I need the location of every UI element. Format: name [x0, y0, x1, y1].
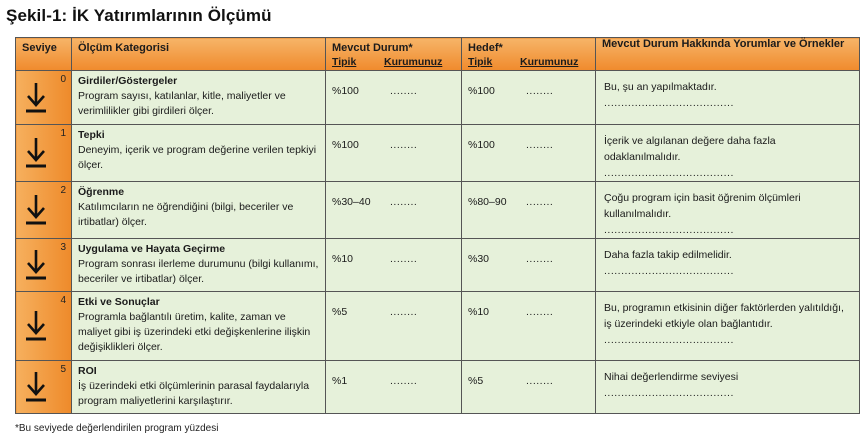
category-cell	[72, 239, 326, 292]
level-cell	[16, 182, 72, 239]
target-typical-value: %100	[468, 85, 495, 97]
target-title: Hedef*	[468, 42, 503, 54]
comment-fill-line: ......................................	[604, 387, 734, 399]
comment-fill-line: ......................................	[604, 224, 734, 236]
category-description: Program sayısı, katılanlar, kitle, maliyetler ve verimlilikler gibi girdileri ölçer.	[78, 90, 286, 117]
target-typical-subheader: Tipik	[468, 56, 493, 68]
down-arrow-to-bar-icon	[24, 193, 48, 227]
target-yours-value: ........	[526, 375, 554, 387]
table-row	[16, 125, 860, 182]
comment-text: Çoğu program için basit öğrenim ölçümleri kullanılmalıdır.	[604, 192, 801, 220]
current-typical-value: %100	[332, 139, 359, 151]
current-status-cell	[326, 125, 462, 182]
current-typical-value: %100	[332, 85, 359, 97]
comment-fill-line: ......................................	[604, 334, 734, 346]
comment-text: İçerik ve algılanan değere daha fazla odaklanılmalıdır.	[604, 135, 776, 163]
comment-text: Nihai değerlendirme seviyesi	[604, 371, 739, 383]
level-number: 1	[60, 128, 66, 139]
target-yours-value: ........	[526, 196, 554, 208]
category-header: Ölçüm Kategorisi	[72, 38, 326, 71]
down-arrow-to-bar-icon	[24, 309, 48, 343]
target-typical-value: %80–90	[468, 196, 507, 208]
comment-cell	[596, 361, 860, 414]
target-cell	[462, 182, 596, 239]
hr-measurement-table	[15, 37, 860, 414]
target-yours-subheader: Kurumunuz	[520, 56, 579, 68]
comment-fill-line: ......................................	[604, 167, 734, 179]
current-yours-value: ........	[390, 253, 418, 265]
comment-fill-line: ......................................	[604, 265, 734, 277]
category-name: Öğrenme	[78, 186, 125, 198]
level-cell	[16, 292, 72, 361]
down-arrow-to-bar-icon	[24, 370, 48, 404]
figure-title: Şekil-1: İK Yatırımlarının Ölçümü	[6, 6, 272, 25]
level-cell	[16, 361, 72, 414]
comment-cell	[596, 182, 860, 239]
table-row	[16, 182, 860, 239]
current-status-cell	[326, 71, 462, 125]
category-name: Tepki	[78, 129, 105, 141]
header-row	[16, 38, 860, 71]
category-description: Program sonrası ilerleme durumunu (bilgi kullanımı, beceriler ve irtibatlar) ölçer.	[78, 258, 319, 285]
down-arrow-to-bar-icon	[24, 81, 48, 115]
target-cell	[462, 361, 596, 414]
current-typical-value: %10	[332, 253, 354, 265]
target-yours-value: ........	[526, 253, 554, 265]
table-row	[16, 292, 860, 361]
current-status-cell	[326, 361, 462, 414]
target-cell	[462, 239, 596, 292]
level-number: 5	[60, 364, 66, 375]
current-typical-value: %1	[332, 375, 348, 387]
current-status-cell	[326, 239, 462, 292]
category-name: ROI	[78, 365, 97, 377]
current-status-cell	[326, 182, 462, 239]
comment-cell	[596, 71, 860, 125]
category-description: Programla bağlantılı üretim, kalite, zaman ve maliyet gibi iş üzerindeki etki değişkenlerine ilişkin değişiklikleri ölçer.	[78, 311, 311, 353]
current-status-cell	[326, 292, 462, 361]
category-cell	[72, 125, 326, 182]
down-arrow-to-bar-icon	[24, 136, 48, 170]
category-name: Uygulama ve Hayata Geçirme	[78, 243, 226, 255]
level-number: 4	[60, 295, 66, 306]
current-yours-subheader: Kurumunuz	[384, 56, 443, 68]
level-cell	[16, 71, 72, 125]
current-status-header	[326, 38, 462, 71]
level-number: 3	[60, 242, 66, 253]
table-row	[16, 361, 860, 414]
level-cell	[16, 239, 72, 292]
current-yours-value: ........	[390, 306, 418, 318]
category-cell	[72, 361, 326, 414]
level-header: Seviye	[16, 38, 72, 71]
target-header	[462, 38, 596, 71]
comment-cell	[596, 125, 860, 182]
comment-text: Bu, şu an yapılmaktadır.	[604, 81, 717, 93]
category-name: Etki ve Sonuçlar	[78, 296, 160, 308]
current-typical-subheader: Tipik	[332, 56, 357, 68]
target-cell	[462, 71, 596, 125]
comment-cell	[596, 292, 860, 361]
category-description: Deneyim, içerik ve program değerine verilen tepkiyi ölçer.	[78, 144, 317, 171]
current-status-title: Mevcut Durum*	[332, 42, 413, 54]
target-typical-value: %10	[468, 306, 490, 318]
category-description: İş üzerindeki etki ölçümlerinin parasal faydalarıyla program maliyetlerini karşılaştırır.	[78, 380, 310, 407]
level-cell	[16, 125, 72, 182]
target-yours-value: ........	[526, 139, 554, 151]
category-cell	[72, 292, 326, 361]
current-yours-value: ........	[390, 196, 418, 208]
category-cell	[72, 182, 326, 239]
table-row	[16, 71, 860, 125]
current-yours-value: ........	[390, 375, 418, 387]
target-cell	[462, 292, 596, 361]
footnote: *Bu seviyede değerlendirilen program yüzdesi	[15, 423, 219, 434]
current-yours-value: ........	[390, 85, 418, 97]
category-cell	[72, 71, 326, 125]
target-typical-value: %5	[468, 375, 484, 387]
comment-fill-line: ......................................	[604, 97, 734, 109]
target-typical-value: %30	[468, 253, 490, 265]
comment-cell	[596, 239, 860, 292]
level-number: 0	[60, 74, 66, 85]
comments-header: Mevcut Durum Hakkında Yorumlar ve Örnekler	[596, 38, 860, 71]
table-row	[16, 239, 860, 292]
down-arrow-to-bar-icon	[24, 248, 48, 282]
current-typical-value: %5	[332, 306, 348, 318]
current-yours-value: ........	[390, 139, 418, 151]
comment-text: Bu, programın etkisinin diğer faktörlerden yalıtıldığı, iş üzerindeki etkiyle olan bağlantıdır.	[604, 302, 844, 330]
category-description: Katılımcıların ne öğrendiğini (bilgi, beceriler ve irtibatlar) ölçer.	[78, 201, 294, 228]
category-name: Girdiler/Göstergeler	[78, 75, 178, 87]
target-cell	[462, 125, 596, 182]
target-yours-value: ........	[526, 85, 554, 97]
current-typical-value: %30–40	[332, 196, 371, 208]
level-number: 2	[60, 185, 66, 196]
target-typical-value: %100	[468, 139, 495, 151]
comment-text: Daha fazla takip edilmelidir.	[604, 249, 732, 261]
target-yours-value: ........	[526, 306, 554, 318]
